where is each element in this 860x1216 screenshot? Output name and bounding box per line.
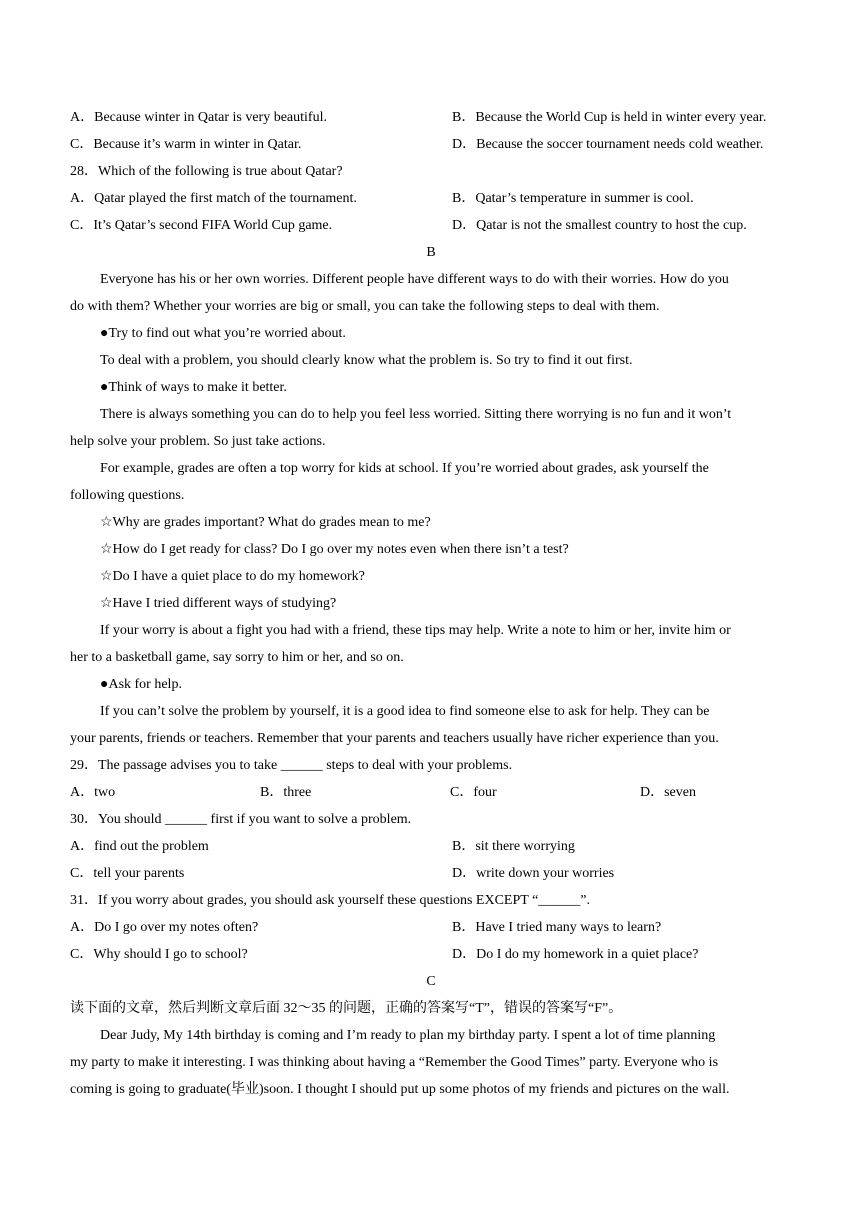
q28-stem: 28．Which of the following is true about Qatar?	[70, 164, 343, 179]
q31-options-row1	[70, 914, 792, 941]
section-b-paragraph: For example, grades are often a top worry for kids at school. If you’re worried about grades, ask yourself the	[100, 461, 709, 476]
q27-option-d: D．Because the soccer tournament needs cold weather.	[452, 137, 764, 152]
q31-stem: 31．If you worry about grades, you should ask yourself these questions EXCEPT “______”.	[70, 893, 590, 908]
section-b-paragraph: To deal with a problem, you should clearly know what the problem is. So try to find it out first.	[100, 353, 633, 368]
page-content	[70, 104, 792, 1103]
section-b-paragraph: There is always something you can do to help you feel less worried. Sitting there worrying is no fun and it won’t	[100, 407, 732, 422]
q31-options-row2	[70, 941, 792, 968]
section-b-paragraph: her to a basketball game, say sorry to him or her, and so on.	[70, 650, 404, 665]
q28-option-b: B．Qatar’s temperature in summer is cool.	[452, 191, 694, 206]
section-b-question: ☆Have I tried different ways of studying?	[100, 596, 337, 611]
q29-option-d: D．seven	[640, 785, 696, 800]
section-b-paragraph: help solve your problem. So just take actions.	[70, 434, 326, 449]
section-c-paragraph: coming is going to graduate(毕业)soon. I thought I should put up some photos of my friends and pictures on the wall.	[70, 1082, 730, 1097]
q28-option-a: A．Qatar played the first match of the tournament.	[70, 191, 357, 206]
q30-option-a: A．find out the problem	[70, 839, 209, 854]
q29-option-a: A．two	[70, 785, 116, 800]
q29-options	[70, 779, 792, 806]
section-b-paragraph: your parents, friends or teachers. Remember that your parents and teachers usually have richer experience than you.	[70, 731, 719, 746]
section-b-paragraph: following questions.	[70, 488, 185, 503]
q30-stem: 30．You should ______ first if you want to solve a problem.	[70, 812, 412, 827]
section-b-step: ●Think of ways to make it better.	[100, 380, 287, 395]
q31-option-c: C．Why should I go to school?	[70, 947, 248, 962]
section-b-step: ●Try to find out what you’re worried about.	[100, 326, 346, 341]
section-b-paragraph: If you can’t solve the problem by yourself, it is a good idea to find someone else to ask for help. They can be	[100, 704, 710, 719]
section-b-step: ●Ask for help.	[100, 677, 182, 692]
q28-option-d: D．Qatar is not the smallest country to host the cup.	[452, 218, 747, 233]
section-c-instruction: 读下面的文章，然后判断文章后面 32～35 的问题，正确的答案写“T”，错误的答案写“F”。	[70, 1001, 623, 1016]
section-b-paragraph: Everyone has his or her own worries. Different people have different ways to do with their worries. How do you	[100, 272, 729, 287]
q29-option-b: B．three	[260, 785, 312, 800]
q31-option-b: B．Have I tried many ways to learn?	[452, 920, 662, 935]
section-b-question: ☆Why are grades important? What do grades mean to me?	[100, 515, 431, 530]
q27-option-a: A．Because winter in Qatar is very beautiful.	[70, 110, 327, 125]
q31-option-d: D．Do I do my homework in a quiet place?	[452, 947, 699, 962]
q31-option-a: A．Do I go over my notes often?	[70, 920, 259, 935]
q28-options-row1	[70, 185, 792, 212]
section-b-question: ☆Do I have a quiet place to do my homework?	[100, 569, 365, 584]
q28-options-row2	[70, 212, 792, 239]
q27-options-row1	[70, 104, 792, 131]
section-c-paragraph: my party to make it interesting. I was thinking about having a “Remember the Good Times” party. Everyone who is	[70, 1055, 719, 1070]
section-b-paragraph: do with them? Whether your worries are big or small, you can take the following steps to deal with them.	[70, 299, 660, 314]
q29-stem: 29．The passage advises you to take ______ steps to deal with your problems.	[70, 758, 513, 773]
q28-option-c: C．It’s Qatar’s second FIFA World Cup game.	[70, 218, 333, 233]
q30-option-d: D．write down your worries	[452, 866, 615, 881]
q27-option-b: B．Because the World Cup is held in winter every year.	[452, 110, 767, 125]
q30-option-b: B．sit there worrying	[452, 839, 575, 854]
q30-options-row1	[70, 833, 792, 860]
section-b-paragraph: If your worry is about a fight you had with a friend, these tips may help. Write a note to him or her, invite him or	[100, 623, 731, 638]
q27-options-row2	[70, 131, 792, 158]
q30-option-c: C．tell your parents	[70, 866, 185, 881]
section-b-question: ☆How do I get ready for class? Do I go over my notes even when there isn’t a test?	[100, 542, 569, 557]
section-b-heading: B	[426, 245, 436, 260]
section-c-paragraph: Dear Judy, My 14th birthday is coming and I’m ready to plan my birthday party. I spent a lot of time planning	[100, 1028, 716, 1043]
q27-option-c: C．Because it’s warm in winter in Qatar.	[70, 137, 302, 152]
q29-option-c: C．four	[450, 785, 497, 800]
section-c-heading: C	[426, 974, 436, 989]
q30-options-row2	[70, 860, 792, 887]
